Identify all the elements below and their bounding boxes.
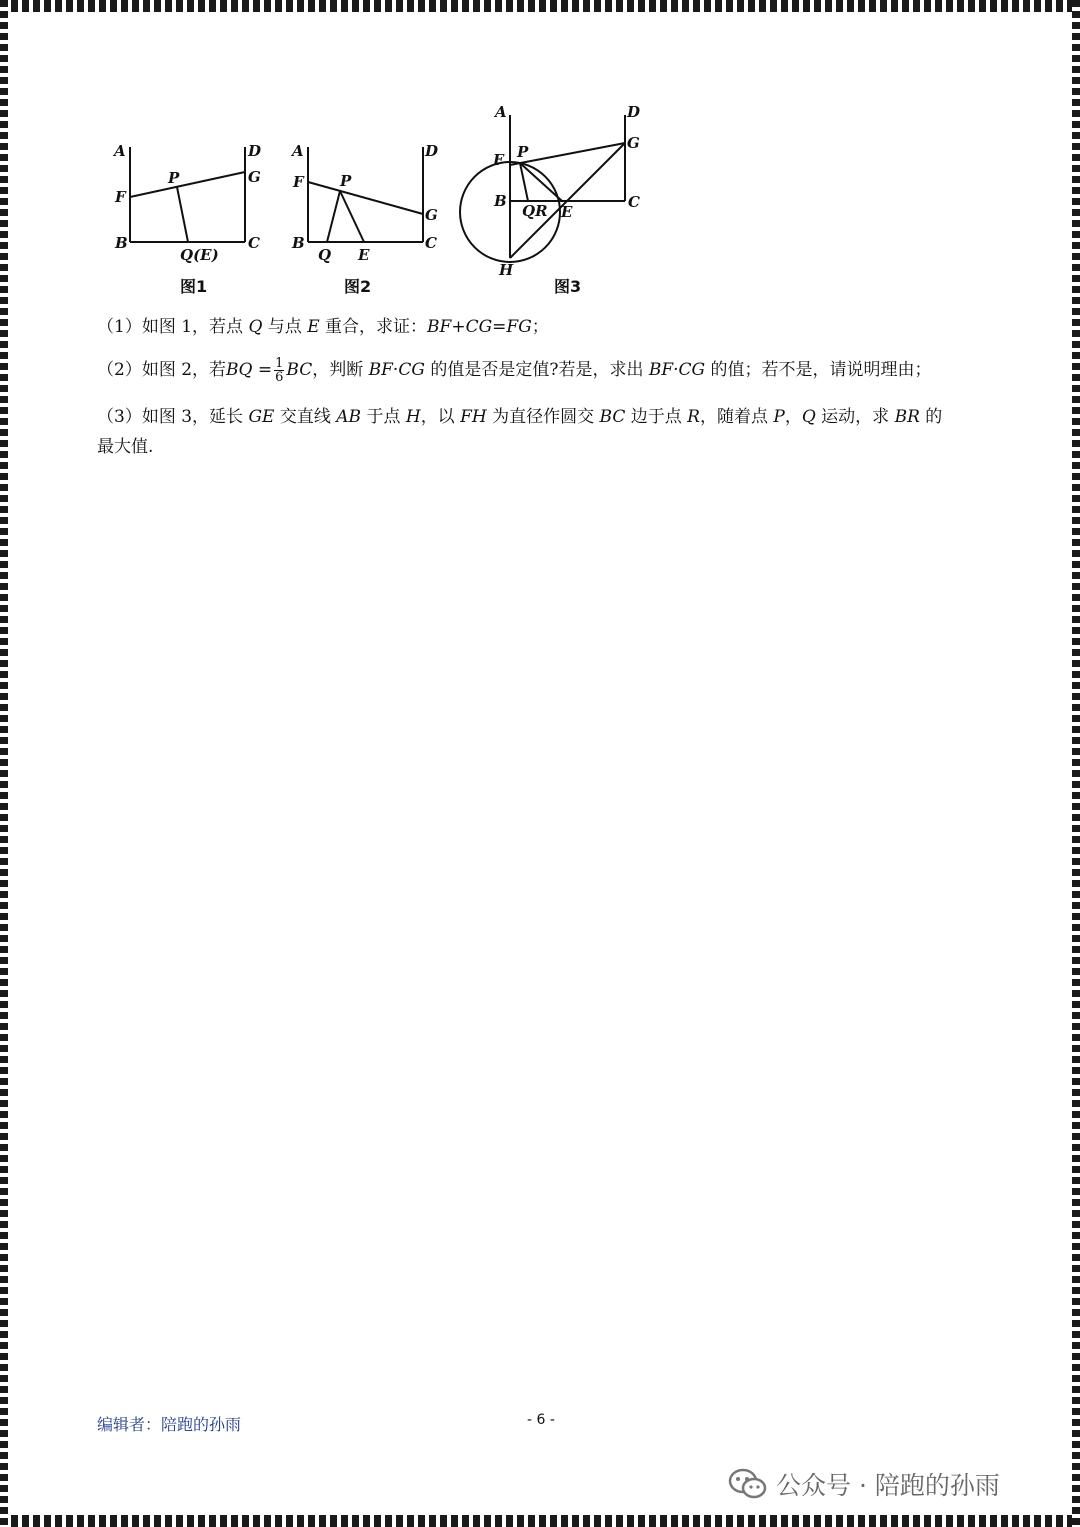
q2-expression: BF·CG	[648, 360, 706, 380]
fig2-label-c: C	[425, 234, 437, 252]
q3-text: ，以	[420, 407, 461, 427]
q1-text: （1）如图 1，若点	[97, 317, 249, 337]
q2-expression-lhs: BQ =	[226, 360, 273, 380]
fig1-label-p: P	[168, 169, 180, 187]
q3-text: ，随着点	[699, 407, 774, 427]
q1-text: ；	[531, 317, 549, 337]
q1-text: 与点	[262, 317, 308, 337]
figure-1-lines	[130, 147, 245, 242]
fig3-label-e: E	[561, 203, 573, 221]
fig2-label-b: B	[292, 234, 305, 252]
q3-text: 最大值.	[97, 437, 154, 457]
q3-text: 交直线	[274, 407, 337, 427]
fig3-label-qr: QR	[522, 202, 548, 220]
fig1-label-c: C	[248, 234, 260, 252]
q3-text: 运动，求	[815, 407, 895, 427]
fig2-label-q: Q	[318, 246, 332, 264]
question-3	[97, 402, 987, 462]
fig3-label-g: G	[627, 134, 640, 152]
border-top	[0, 0, 1080, 12]
border-right	[1072, 0, 1080, 1527]
q2-expression: BF·CG	[368, 360, 425, 380]
q2-expression-rhs: BC	[286, 360, 313, 380]
q2-fraction-numerator: 1	[275, 356, 284, 371]
q3-var: AB	[336, 407, 362, 427]
q2-text: 的值是否是定值?若是，求出	[424, 360, 649, 380]
q1-text: 重合，求证：	[319, 317, 428, 337]
fig2-label-e: E	[358, 246, 370, 264]
q1-expression: BF+CG=FG	[427, 317, 532, 337]
fig3-label-b: B	[494, 192, 507, 210]
border-left	[0, 0, 8, 1527]
watermark-text: 公众号 · 陪跑的孙雨	[776, 1471, 1000, 1500]
fig1-label-qe: Q(E)	[180, 246, 219, 264]
fig1-label-d: D	[248, 142, 262, 160]
q3-var: FH	[460, 407, 487, 427]
q1-var-q: Q	[248, 317, 263, 337]
q2-text: ，判断	[312, 360, 369, 380]
watermark	[728, 1464, 1000, 1504]
q3-text: ，	[784, 407, 802, 427]
footer-editor: 编辑者：陪跑的孙雨	[97, 1415, 242, 1434]
question-2	[97, 355, 987, 385]
fig2-label-g: G	[425, 206, 438, 224]
fig3-label-a: A	[495, 103, 507, 121]
q3-text: 为直径作圆交	[486, 407, 600, 427]
q3-var: BR	[894, 407, 920, 427]
q2-fraction-denominator: 6	[275, 370, 284, 385]
q3-text: （3）如图 3，延长	[97, 407, 249, 427]
fig1-label-g: G	[248, 168, 261, 186]
figure-2-lines	[308, 147, 423, 242]
q3-text: 于点	[361, 407, 406, 427]
q2-text: 的值；若不是，请说明理由；	[705, 360, 932, 380]
fig3-label-p: P	[517, 143, 529, 161]
figure-3-lines	[460, 115, 625, 262]
fig2-label-f: F	[293, 173, 304, 191]
fig1-label-f: F	[115, 188, 126, 206]
question-1	[97, 312, 987, 342]
figure-group	[100, 95, 660, 305]
q1-var-e: E	[307, 317, 320, 337]
geometry-figures	[100, 95, 660, 305]
fig1-label-a: A	[114, 142, 126, 160]
fig3-label-h: H	[499, 261, 514, 279]
q3-text: 的	[919, 407, 943, 427]
fig3-caption: 图3	[554, 277, 582, 296]
fig2-caption: 图2	[344, 277, 372, 296]
page-number: - 6 -	[527, 1412, 555, 1428]
fig2-label-p: P	[340, 172, 352, 190]
fig2-label-a: A	[292, 142, 304, 160]
fig3-label-f: F	[493, 151, 504, 169]
fig2-label-d: D	[425, 142, 439, 160]
fig3-label-d: D	[627, 103, 641, 121]
q3-var: GE	[248, 407, 275, 427]
border-bottom	[0, 1515, 1080, 1527]
fig3-label-c: C	[628, 193, 640, 211]
q2-text: （2）如图 2，若	[97, 360, 227, 380]
q3-var: BC	[599, 407, 626, 427]
q3-text: 边于点	[625, 407, 688, 427]
wechat-icon	[728, 1468, 768, 1500]
fig1-caption: 图1	[180, 277, 208, 296]
q3-var: P	[773, 407, 785, 427]
q2-fraction	[274, 357, 284, 384]
q3-var: R	[687, 407, 700, 427]
fig1-label-b: B	[115, 234, 128, 252]
q3-var: H	[405, 407, 421, 427]
q3-var: Q	[801, 407, 816, 427]
